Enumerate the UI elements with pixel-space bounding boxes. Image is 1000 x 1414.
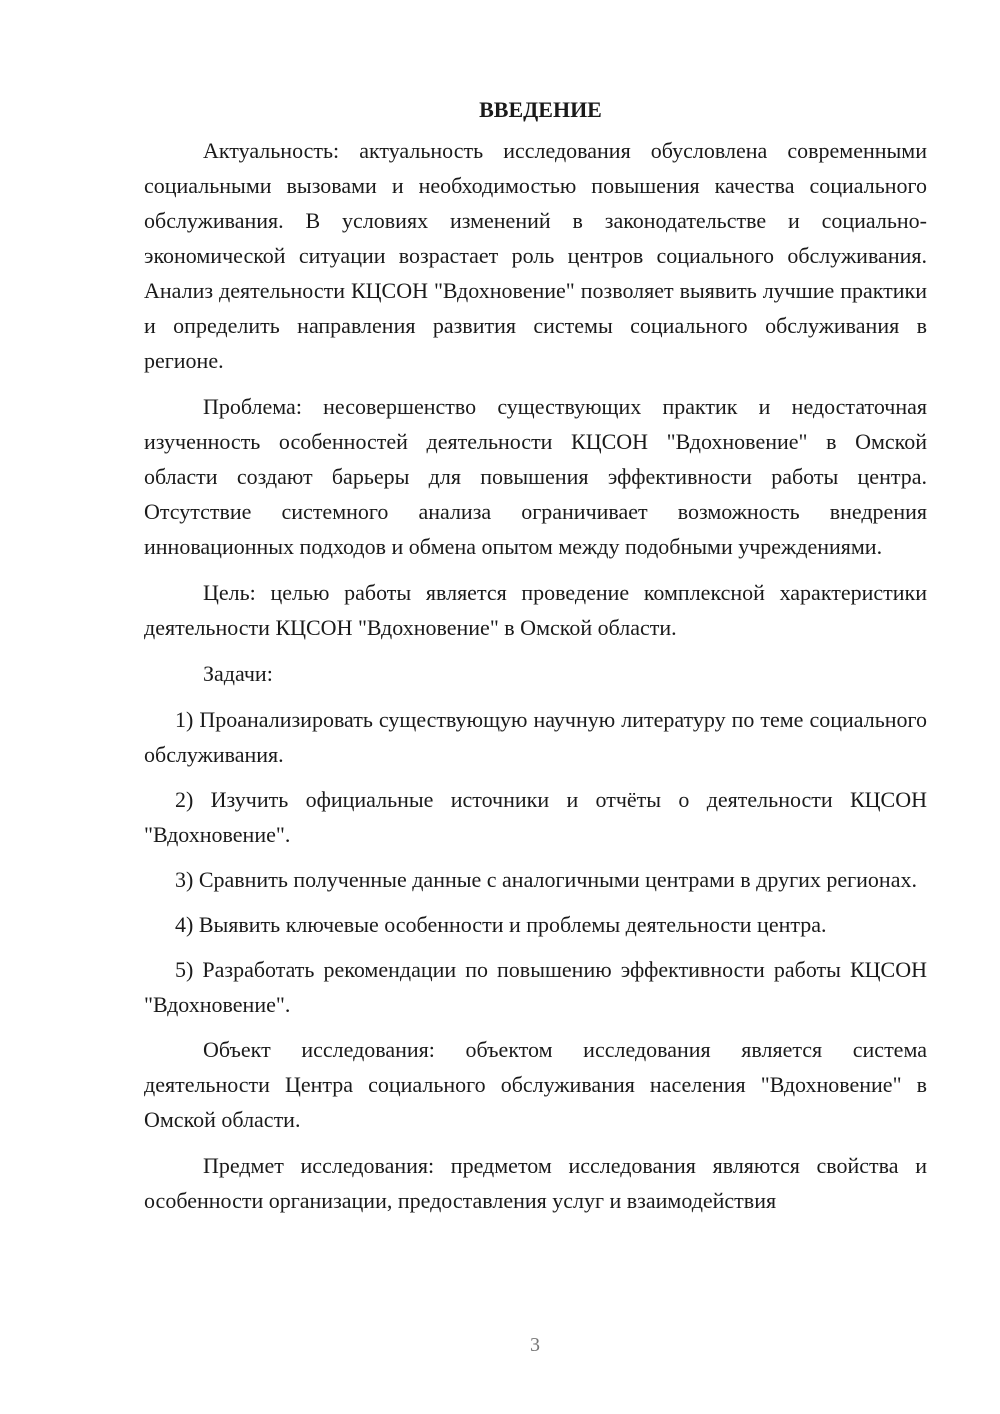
relevance-paragraph: Актуальность: актуальность исследования обусловлена современными социальными вызовами и необходимостью повышения качества социального обслуживания. В условиях изменений в законодательстве и социально-экономической ситуации возрастает роль центров социального обслуживания. Анализ деятельности КЦСОН "Вдохновение" позволяет выявить лучшие практики и определить направления развития системы социального обслуживания в регионе. xyxy=(144,138,927,373)
task-item: 5) Разработать рекомендации по повышению эффективности работы КЦСОН "Вдохновение". xyxy=(144,957,927,1017)
task-item: 2) Изучить официальные источники и отчёты о деятельности КЦСОН "Вдохновение". xyxy=(144,787,927,847)
subject-paragraph: Предмет исследования: предметом исследования являются свойства и особенности организации, предоставления услуг и взаимодействия xyxy=(144,1153,927,1213)
task-item: 1) Проанализировать существующую научную литературу по теме социального обслуживания. xyxy=(144,707,927,767)
problem-paragraph: Проблема: несовершенство существующих практик и недостаточная изученность особенностей деятельности КЦСОН "Вдохновение" в Омской области создают барьеры для повышения эффективности работы центра. Отсутствие системного анализа ограничивает возможность внедрения инновационных подходов и обмена опытом между подобными учреждениями. xyxy=(144,394,927,559)
task-item: 4) Выявить ключевые особенности и проблемы деятельности центра. xyxy=(175,912,827,937)
document-page xyxy=(144,92,927,1229)
task-item: 3) Сравнить полученные данные с аналогичными центрами в других регионах. xyxy=(175,867,917,892)
object-paragraph: Объект исследования: объектом исследования является система деятельности Центра социального обслуживания населения "Вдохновение" в Омской области. xyxy=(144,1037,927,1132)
tasks-heading: Задачи: xyxy=(203,661,273,686)
goal-paragraph: Цель: целью работы является проведение комплексной характеристики деятельности КЦСОН "Вдохновение" в Омской области. xyxy=(144,580,927,640)
page-number: 3 xyxy=(530,1334,540,1356)
section-title: ВВЕДЕНИЕ xyxy=(479,97,602,122)
